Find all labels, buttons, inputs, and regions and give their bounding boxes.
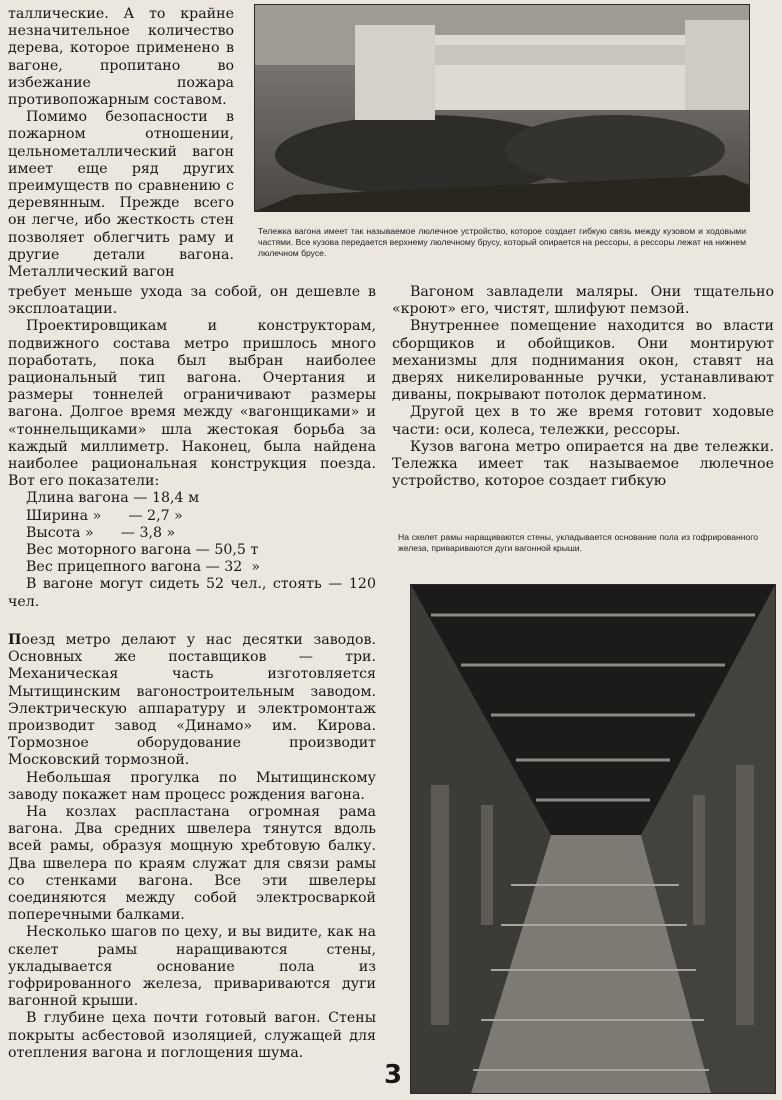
paragraph: В вагоне могут сидеть 52 чел., стоять — 120 чел. [8, 576, 376, 610]
stat-row: Вес прицепного вагона — 32 » [26, 559, 261, 576]
paragraph: Внутреннее помещение находится во власти сборщиков и обойщиков. Они монтируют механизмы для поднимания окон, ставят на дверях никелированные ручки, устанавливают диваны, покрывают потолок дерматином. [392, 318, 774, 404]
paragraph [8, 632, 376, 770]
paragraph: В глубине цеха почти готовый вагон. Стены покрыты асбестовой изоляцией, служащей для отепления вагона и поглощения шума. [8, 1010, 376, 1061]
bogie-image [255, 5, 749, 211]
stat-row: Ширина » — 2,7 » [26, 507, 183, 524]
stat-row: Вес моторного вагона — 50,5 т [26, 542, 259, 559]
left-column [8, 284, 376, 611]
paragraph: Проектировщикам и конструкторам, подвижного состава метро пришлось много поработать, пока был выбран наиболее рациональный тип вагона. Очертания и размеры тоннелей ограничивают размеры вагона. Долгое время между «вагонщиками» и «тоннельщиками» шла жестокая борьба за каждый миллиметр. Наконец, была найдена наиболее рациональная конструкция поезда. Вот его показатели: [8, 318, 376, 490]
paragraph: требует меньше ухода за собой, он дешевле в эксплоатации. [8, 284, 376, 318]
train-stats [8, 490, 376, 576]
paragraph: Несколько шагов по цеху, и вы видите, как на скелет рамы наращиваются стены, укладывается основание пола из гофрированного железа, привариваются дуги вагонной крыши. [8, 924, 376, 1010]
drop-cap: П [8, 632, 22, 648]
interior-image [411, 585, 775, 1093]
car-interior-photo [410, 584, 776, 1094]
left-column-section2 [8, 632, 376, 1062]
paragraph: Кузов вагона метро опирается на две тележки. Тележка имеет так называемое люлечное устройство, которое создает гибкую [392, 438, 774, 490]
right-column [392, 284, 774, 490]
stat-row: Длина вагона — 18,4 м [26, 490, 200, 507]
page-number: 3 [384, 1060, 403, 1090]
paragraph: Небольшая прогулка по Мытищинскому заводу покажет нам процесс рождения вагона. [8, 769, 376, 803]
left-column-top [8, 6, 234, 281]
paragraph-text: оезд метро делают у нас десятки заводов. Основных же поставщиков — три. Механическая часть изготовляется Мытищинским вагоностроительным заводом. Электрическую аппаратуру и электромонтаж производит завод «Динамо» им. Кирова. Тормозное оборудование производит Московский тормозной. [8, 632, 376, 769]
paragraph: Помимо безопасности в пожарном отношении, цельнометаллический вагон имеет еще ряд других преимуществ по сравнению с деревянным. Прежде всего он легче, ибо жесткость стен позволяет облегчить раму и другие детали вагона. Металлический вагон [8, 109, 234, 281]
stat-row: Высота » — 3,8 » [26, 524, 176, 541]
bogie-photo [254, 4, 750, 212]
paragraph: Вагоном завладели маляры. Они тщательно «кроют» его, чистят, шлифуют пемзой. [392, 284, 774, 318]
paragraph: таллические. А то крайне незначительное количество дерева, которое применено в вагоне, пропитано во избежание пожара противопожарным составом. [8, 6, 234, 109]
caption-top: Тележка вагона имеет так называемое люлечное устройство, которое создает гибкую связь между кузовом и ходовыми частями. Все кузова передается верхнему люлечному брусу, который опирается на рессоры, а рессоры лежат на нижнем люлечном брусе. [258, 226, 746, 258]
paragraph: На козлах распластана огромная рама вагона. Два средних швелера тянутся вдоль всей рамы, образуя мощную хребтовую балку. Два швелера по краям служат для связи рамы со стенками вагона. Все эти швелеры соединяются между собой электросваркой поперечными балками. [8, 804, 376, 924]
paragraph: Другой цех в то же время готовит ходовые части: оси, колеса, тележки, рессоры. [392, 404, 774, 438]
caption-right: На скелет рамы наращиваются стены, укладывается основание пола из гофрированного железа, привариваются дуги вагонной крыши. [398, 532, 758, 553]
